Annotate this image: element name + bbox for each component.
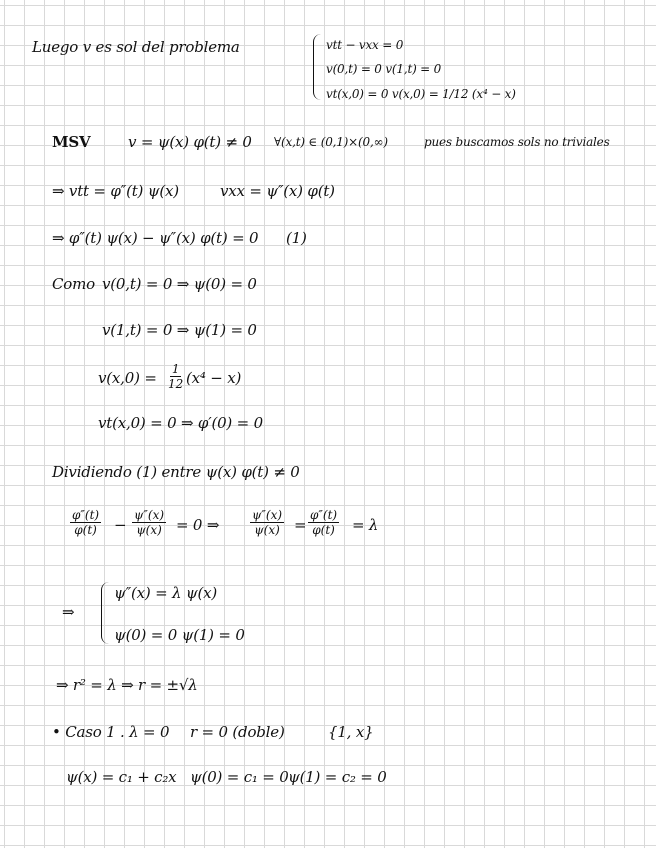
condition-4: vt(x,0) = 0 ⇒ φ′(0) = 0: [98, 414, 263, 432]
system-brace: [313, 34, 322, 100]
msv-assumption: v = ψ(x) φ(t) ≠ 0: [128, 133, 252, 151]
fraction-phi-t-2-num: φ″(t): [310, 508, 338, 522]
fraction-phi-t: [70, 508, 101, 537]
ratio-minus: −: [114, 516, 127, 534]
fraction-phi-t-2: [308, 508, 339, 537]
solution-bc1: ψ(0) = c₁ = 0: [190, 768, 289, 786]
system-line-1: vtt − vxx = 0: [326, 38, 404, 52]
system2-arrow: ⇒: [62, 603, 75, 621]
fraction-psi-x-2-den: ψ(x): [254, 523, 280, 537]
condition-1: v(0,t) = 0 ⇒ ψ(0) = 0: [102, 275, 257, 293]
derivative-vxx: vxx = ψ″(x) φ(t): [220, 182, 335, 200]
como-label: Como: [52, 275, 95, 293]
equation-1: ⇒ φ″(t) ψ(x) − ψ″(x) φ(t) = 0: [52, 229, 259, 247]
system-line-3: vt(x,0) = 0 v(x,0) = 1/12 (x⁴ − x): [326, 87, 516, 101]
msv-domain: ∀(x,t) ∈ (0,1)×(0,∞): [274, 135, 388, 149]
roots-line: ⇒ r² = λ ⇒ r = ±√λ: [56, 676, 198, 694]
fraction-phi-t-den: φ(t): [74, 523, 97, 537]
ratio-eq: =: [294, 516, 307, 534]
fraction-psi-x: [132, 508, 166, 537]
ratio-eq-zero: = 0 ⇒: [176, 516, 220, 534]
ratio-lambda: = λ: [352, 516, 379, 534]
fraction-psi-x-2-num: ψ″(x): [252, 508, 283, 522]
solution-general: ψ(x) = c₁ + c₂x: [66, 768, 177, 786]
system2-line-2: ψ(0) = 0 ψ(1) = 0: [114, 626, 245, 644]
system-line-2: v(0,t) = 0 v(1,t) = 0: [326, 62, 442, 76]
intro-text: Luego v es sol del problema: [32, 38, 240, 56]
condition-2: v(1,t) = 0 ⇒ ψ(1) = 0: [102, 321, 257, 339]
fraction-phi-t-num: φ″(t): [72, 508, 100, 522]
fraction-phi-t-2-den: φ(t): [312, 523, 335, 537]
condition-3-fraction-num: 1: [171, 362, 180, 376]
condition-3-left: v(x,0) =: [98, 369, 157, 387]
case1-basis: {1, x}: [328, 723, 374, 741]
fraction-psi-x-den: ψ(x): [136, 523, 162, 537]
system2-brace: [101, 582, 111, 644]
fraction-psi-x-2: [250, 508, 284, 537]
msv-reason: pues buscamos sols no triviales: [424, 135, 610, 149]
msv-label: MSV: [52, 133, 91, 151]
derivative-vtt: ⇒ vtt = φ″(t) ψ(x): [52, 182, 179, 200]
fraction-psi-x-num: ψ″(x): [134, 508, 165, 522]
solution-bc2: ψ(1) = c₂ = 0: [288, 768, 387, 786]
condition-3-fraction-den: 12: [168, 377, 184, 391]
equation-1-tag: (1): [286, 229, 307, 247]
case1-root: r = 0 (doble): [190, 723, 285, 741]
condition-3-right: (x⁴ − x): [186, 369, 242, 387]
condition-3-fraction: [166, 362, 185, 391]
divide-text: Dividiendo (1) entre ψ(x) φ(t) ≠ 0: [52, 463, 300, 481]
case1-title: • Caso 1 . λ = 0: [52, 723, 170, 741]
system2-line-1: ψ″(x) = λ ψ(x): [114, 584, 218, 602]
